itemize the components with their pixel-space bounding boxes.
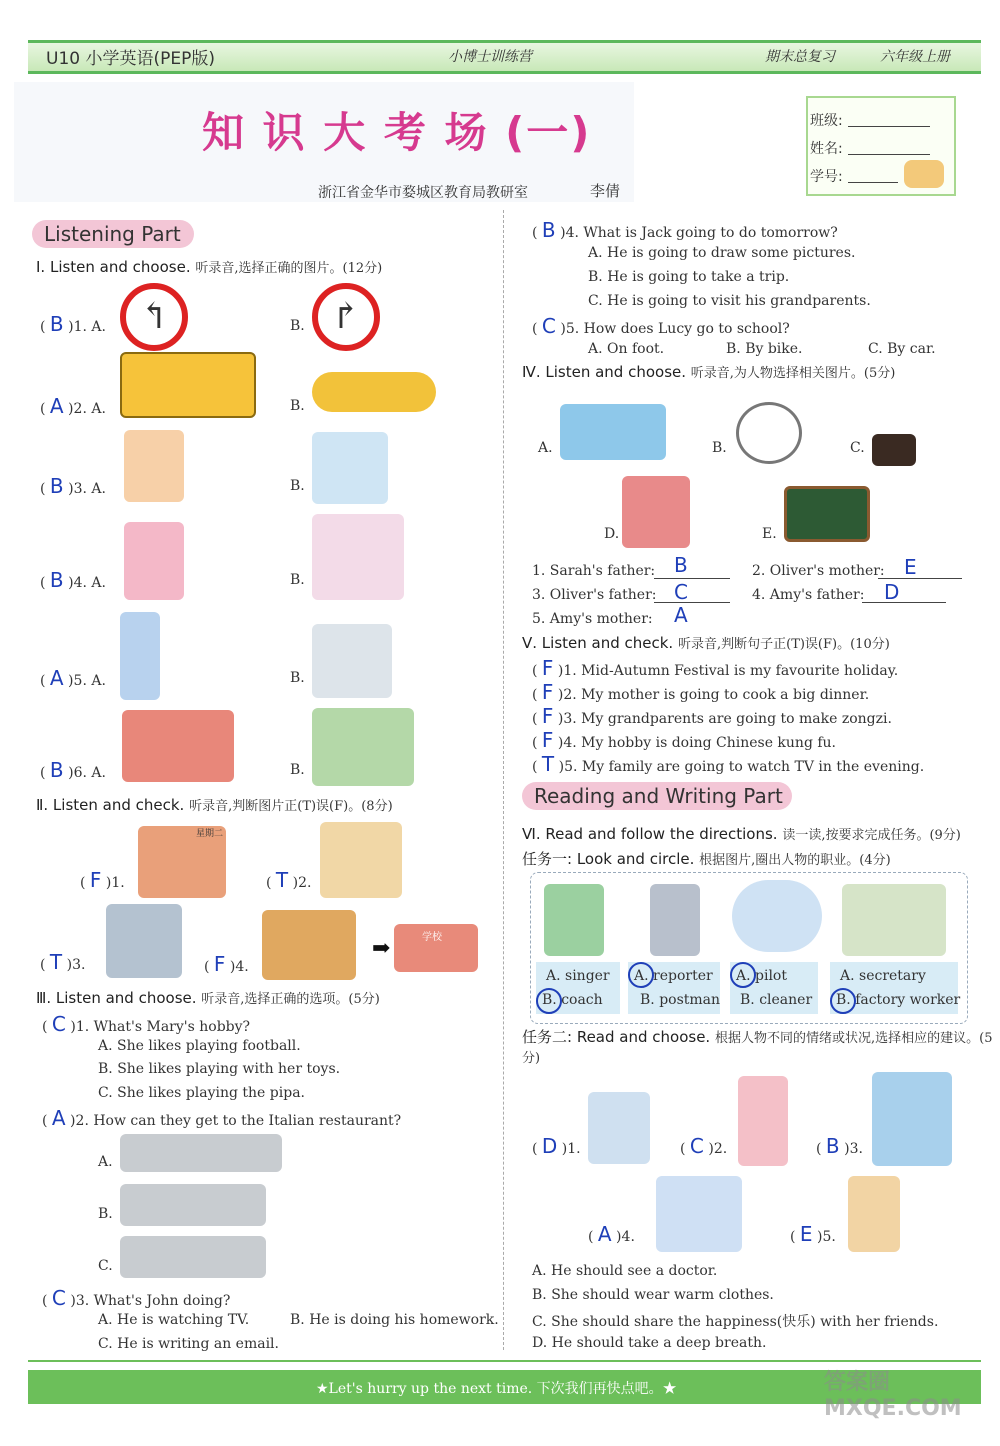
boy-puddle-icon — [106, 904, 182, 978]
t2-item-1: ( D )1. — [532, 1134, 581, 1158]
s3-q4-c: C. He is going to visit his grandparents. — [588, 293, 871, 309]
t2-item-3: ( B )3. — [816, 1134, 863, 1158]
section-2-label: Ⅱ. Listen and check. 听录音,判断图片正(T)误(F)。(8分) — [36, 796, 393, 814]
s4-a-label: A. — [538, 440, 553, 456]
s4-c-label: C. — [850, 440, 865, 456]
s4-item-2: 2. Oliver's mother: — [752, 563, 885, 579]
job-2-b: B. postman — [640, 992, 721, 1008]
s5-item-3: ( F )3. My grandparents are going to make zongzi. — [532, 704, 892, 728]
sick-boy-icon — [656, 1176, 742, 1252]
job-2-a: A. reporter — [634, 968, 713, 984]
footer-rule — [28, 1360, 981, 1362]
s1-item-5: ( A )5. A. — [40, 666, 106, 690]
hospital-icon — [122, 710, 234, 782]
s4-item-3-ans: C — [674, 580, 688, 604]
briefcase-icon — [872, 434, 916, 466]
factory-worker-icon — [842, 884, 946, 956]
job-3-a: A. pilot — [736, 968, 787, 984]
class-label: 班级: — [810, 113, 843, 129]
s3-q5-b: B. By bike. — [726, 341, 803, 357]
s3-q2-a: A. — [98, 1154, 113, 1170]
s3-q2-b: B. — [98, 1206, 113, 1222]
s3-q3-c: C. He is writing an email. — [98, 1336, 279, 1352]
s3-q1-b: B. She likes playing with her toys. — [98, 1061, 341, 1077]
s5-item-4: ( F )4. My hobby is doing Chinese kung fu. — [532, 728, 837, 752]
girl-table-icon — [312, 514, 404, 600]
scientist-icon — [312, 624, 392, 698]
s3-q4: ( B )4. What is Jack going to do tomorrow? — [532, 218, 838, 242]
bus-icon — [120, 352, 256, 418]
s2-item-3: ( T )3. — [40, 950, 86, 974]
header-right2: 六年级上册 — [880, 49, 950, 65]
s5-item-2: ( F )2. My mother is going to cook a big dinner. — [532, 680, 870, 704]
s2-item-2: ( T )2. — [266, 868, 312, 892]
giraffe-icon — [904, 160, 944, 188]
reporter-icon — [650, 884, 700, 956]
s1-item-4: ( B )4. A. — [40, 568, 106, 592]
s4-b-label: B. — [712, 440, 727, 456]
t2-item-4: ( A )4. — [588, 1222, 635, 1246]
job-1-b: B. coach — [542, 992, 603, 1008]
section-4-label: Ⅳ. Listen and choose. 听录音,为人物选择相关图片。(5分) — [522, 363, 896, 381]
angry-boy-icon — [588, 1092, 650, 1164]
s2-item-1: ( F )1. — [80, 868, 125, 892]
blackboard-icon — [784, 486, 870, 542]
pilot-icon — [732, 880, 822, 952]
girl-cat-icon — [124, 522, 184, 600]
task1-label: 任务一: Look and circle. 根据图片,圈出人物的职业。(4分) — [522, 850, 891, 868]
s3-q1-a: A. She likes playing football. — [98, 1038, 301, 1054]
s4-item-1: 1. Sarah's father: — [532, 563, 656, 579]
s4-item-4: 4. Amy's father: — [752, 587, 865, 603]
section-6-label: Ⅵ. Read and follow the directions. 读一读,按要求完成任务。(9分) — [522, 825, 961, 843]
boy-football-icon — [124, 430, 184, 502]
author-name: 李倩 — [590, 182, 621, 200]
sled-icon — [262, 910, 356, 980]
section-3-label: Ⅲ. Listen and choose. 听录音,选择正确的选项。(5分) — [36, 989, 380, 1007]
turn-right-sign-icon: ↱ — [312, 283, 380, 351]
page-title: 知 识 大 考 场 (一) — [202, 108, 592, 157]
s1-item-3: ( B )3. A. — [40, 474, 106, 498]
coach-icon — [544, 884, 604, 956]
hungry-boy-icon — [848, 1176, 900, 1252]
s4-item-2-ans: E — [904, 555, 917, 579]
s1-item-6: ( B )6. A. — [40, 758, 106, 782]
s5-item-5: ( T )5. My family are going to watch TV in the evening. — [532, 752, 925, 776]
s3-q5-c: C. By car. — [868, 341, 936, 357]
s4-e-label: E. — [762, 526, 777, 542]
job-4-b: B. factory worker — [836, 992, 961, 1008]
s1-item-2-b: B. — [290, 398, 305, 414]
s4-item-5-ans: A — [674, 603, 688, 627]
section-1-label: Ⅰ. Listen and choose. 听录音,选择正确的图片。(12分) — [36, 258, 383, 276]
route-c-icon — [120, 1236, 266, 1278]
t2-opt-c: C. She should share the happiness(快乐) with her friends. — [532, 1314, 939, 1330]
route-a-icon — [120, 1134, 282, 1172]
s5-item-1: ( F )1. Mid-Autumn Festival is my favourite holiday. — [532, 656, 899, 680]
boy-homework-icon — [320, 822, 402, 898]
route-b-icon — [120, 1184, 266, 1226]
s2-item-4: ( F )4. — [204, 952, 249, 976]
police-icon — [120, 612, 160, 700]
boy-reading-icon — [312, 432, 388, 504]
s3-q1: ( C )1. What's Mary's hobby? — [42, 1012, 251, 1036]
arrow-right-icon: ➡ — [372, 936, 391, 961]
s4-d-label: D. — [604, 526, 620, 542]
s1-item-1-b: B. — [290, 318, 305, 334]
reading-part-title: Reading and Writing Part — [522, 782, 792, 810]
s1-item-2: ( A )2. A. — [40, 394, 106, 418]
job-3-b: B. cleaner — [740, 992, 813, 1008]
helicopter-icon — [622, 476, 690, 548]
watermark: 答案圈 MXQE.COM — [824, 1370, 962, 1421]
s1-item-5-b: B. — [290, 670, 305, 686]
t2-opt-b: B. She should wear warm clothes. — [532, 1287, 774, 1303]
s4-item-4-ans: D — [884, 580, 900, 604]
header-right1: 期末总复习 — [765, 49, 835, 65]
job-1-a: A. singer — [546, 968, 610, 984]
s3-q3-b: B. He is doing his homework. — [290, 1312, 499, 1328]
plane-icon — [312, 372, 436, 412]
task2-label: 任务二: Read and choose. 根据人物不同的情绪或状况,选择相应的建议。(5分) — [522, 1028, 993, 1066]
happy-girl-icon — [738, 1076, 788, 1166]
stethoscope-icon — [736, 402, 802, 464]
s3-q2-c: C. — [98, 1258, 113, 1274]
t2-opt-a: A. He should see a doctor. — [532, 1263, 718, 1279]
s3-q4-a: A. He is going to draw some pictures. — [588, 245, 856, 261]
s1-item-1: ( B )1. A. — [40, 312, 106, 336]
name-label: 姓名: — [810, 141, 843, 157]
id-label: 学号: — [810, 169, 843, 185]
author: 浙江省金华市婺城区教育局教研室 — [318, 185, 528, 201]
s3-q3: ( C )3. What's John doing? — [42, 1286, 231, 1310]
s4-item-5: 5. Amy's mother: — [532, 611, 653, 627]
t2-item-5: ( E )5. — [790, 1222, 836, 1246]
fishing-net-icon — [560, 404, 666, 460]
t2-item-2: ( C )2. — [680, 1134, 728, 1158]
listening-part-title: Listening Part — [32, 220, 194, 248]
header-left: U10 小学英语(PEP版) — [46, 49, 215, 69]
job-4-a: A. secretary — [840, 968, 926, 984]
s3-q5-a: A. On foot. — [588, 341, 665, 357]
school-tag: 学校 — [422, 932, 442, 943]
s3-q1-c: C. She likes playing the pipa. — [98, 1085, 305, 1101]
shop-icon — [312, 708, 414, 786]
turn-left-sign-icon: ↰ — [120, 283, 188, 351]
s1-item-3-b: B. — [290, 478, 305, 494]
footer-text: ★Let's hurry up the next time. 下次我们再快点吧。★ — [316, 1381, 677, 1397]
cold-girl-icon — [872, 1072, 952, 1166]
s3-q5: ( C )5. How does Lucy go to school? — [532, 314, 790, 338]
s4-item-3: 3. Oliver's father: — [532, 587, 657, 603]
s3-q3-a: A. He is watching TV. — [98, 1312, 250, 1328]
s3-q4-b: B. He is going to take a trip. — [588, 269, 790, 285]
s3-q2: ( A )2. How can they get to the Italian restaurant? — [42, 1106, 402, 1130]
tuesday-tag: 星期二 — [196, 829, 224, 839]
s1-item-4-b: B. — [290, 572, 305, 588]
s1-item-6-b: B. — [290, 762, 305, 778]
section-5-label: Ⅴ. Listen and check. 听录音,判断句子正(T)误(F)。(10分) — [522, 634, 890, 652]
s4-item-1-ans: B — [674, 553, 688, 577]
header-center: 小博士训练营 — [448, 49, 532, 65]
column-divider — [503, 210, 504, 1350]
t2-opt-d: D. He should take a deep breath. — [532, 1335, 767, 1351]
